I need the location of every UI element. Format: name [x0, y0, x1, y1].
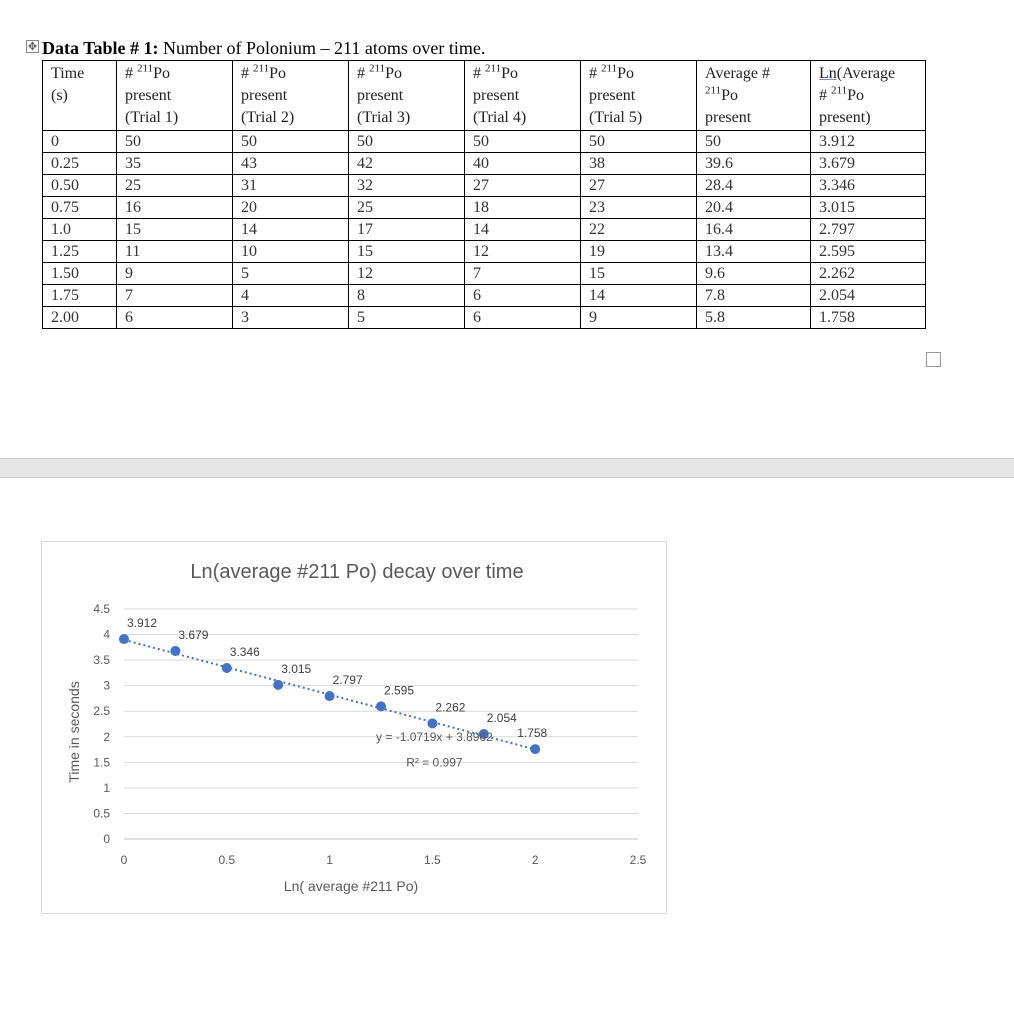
- header-text: Po: [721, 87, 738, 104]
- table-cell[interactable]: 9.6: [697, 263, 811, 285]
- table-cell[interactable]: 28.4: [697, 175, 811, 197]
- header-superscript: 211: [831, 84, 848, 97]
- table-caption-bold: Data Table # 1:: [42, 38, 159, 58]
- header-text: present: [705, 109, 752, 126]
- table-cell[interactable]: 18: [465, 197, 581, 219]
- table-cell[interactable]: 9: [581, 307, 697, 329]
- table-cell[interactable]: 1.50: [43, 263, 117, 285]
- table-cell[interactable]: 4: [233, 285, 349, 307]
- table-cell[interactable]: 13.4: [697, 241, 811, 263]
- table-cell[interactable]: 23: [581, 197, 697, 219]
- header-text: Po: [501, 65, 518, 82]
- table-cell[interactable]: 20: [233, 197, 349, 219]
- table-row: [43, 131, 926, 153]
- table-cell[interactable]: 15: [349, 241, 465, 263]
- table-cell[interactable]: 2.595: [811, 241, 926, 263]
- table-cell[interactable]: 38: [581, 153, 697, 175]
- data-point: [273, 680, 283, 690]
- table-cell[interactable]: 14: [233, 219, 349, 241]
- header-superscript: 211: [485, 62, 502, 75]
- table-header-cell[interactable]: [811, 61, 926, 131]
- table-cell[interactable]: 16: [117, 197, 233, 219]
- y-tick-label: 3.5: [93, 653, 110, 668]
- table-cell[interactable]: 32: [349, 175, 465, 197]
- table-cell[interactable]: 43: [233, 153, 349, 175]
- table-cell[interactable]: 1.0: [43, 219, 117, 241]
- header-superscript: 211: [601, 62, 618, 75]
- table-cell[interactable]: 10: [233, 241, 349, 263]
- table-cell[interactable]: 5: [233, 263, 349, 285]
- table-cell[interactable]: 25: [117, 175, 233, 197]
- header-text: present: [589, 87, 636, 104]
- table-cell[interactable]: 7.8: [697, 285, 811, 307]
- data-label: 3.015: [281, 661, 312, 676]
- table-header-cell[interactable]: [43, 61, 117, 131]
- chart-title: Ln(average #211 Po) decay over time: [190, 561, 524, 583]
- table-cell[interactable]: 7: [117, 285, 233, 307]
- x-tick-label: 0.5: [218, 853, 236, 867]
- document-page: [0, 0, 1014, 458]
- header-text: (Trial 5): [589, 109, 643, 126]
- y-tick-label: 2.5: [93, 704, 110, 719]
- y-tick-label: 1.5: [93, 755, 110, 770]
- header-text: present: [473, 87, 520, 104]
- table-cell[interactable]: 50: [581, 131, 697, 153]
- header-superscript: 211: [253, 62, 270, 75]
- header-text: #: [357, 65, 369, 82]
- header-text: #: [589, 65, 601, 82]
- header-text: Po: [153, 65, 170, 82]
- y-axis-label: Time in seconds: [66, 681, 82, 783]
- x-tick-label: 2.5: [629, 853, 647, 867]
- table-cell[interactable]: 12: [349, 263, 465, 285]
- table-cell[interactable]: 0.50: [43, 175, 117, 197]
- data-label: 2.262: [435, 700, 466, 715]
- table-cell[interactable]: 1.25: [43, 241, 117, 263]
- table-cell[interactable]: 27: [581, 175, 697, 197]
- table-cell[interactable]: 31: [233, 175, 349, 197]
- table-cell[interactable]: 40: [465, 153, 581, 175]
- table-cell[interactable]: 19: [581, 241, 697, 263]
- data-label: 3.912: [127, 616, 158, 631]
- table-cell[interactable]: 1.75: [43, 285, 117, 307]
- header-text: (Trial 3): [357, 109, 411, 126]
- table-row: [43, 219, 926, 241]
- table-cell[interactable]: 15: [117, 219, 233, 241]
- table-cell[interactable]: 2.00: [43, 307, 117, 329]
- table-cell[interactable]: 50: [349, 131, 465, 153]
- data-point: [376, 701, 386, 711]
- table-cell[interactable]: 7: [465, 263, 581, 285]
- x-axis-label: Ln( average #211 Po): [283, 878, 419, 894]
- table-caption: [42, 38, 485, 59]
- table-cell[interactable]: 11: [117, 241, 233, 263]
- table-header-cell[interactable]: [697, 61, 811, 131]
- table-caption-text: Number of Polonium – 211 atoms over time.: [158, 38, 486, 58]
- header-superscript: 211: [137, 62, 154, 75]
- header-text: Average #: [705, 65, 770, 82]
- header-text: present): [819, 109, 871, 126]
- table-cell[interactable]: 3.679: [811, 153, 926, 175]
- table-cell[interactable]: 3.912: [811, 131, 926, 153]
- header-text: (Average: [836, 65, 896, 82]
- table-cell[interactable]: 17: [349, 219, 465, 241]
- header-text: Po: [385, 65, 402, 82]
- table-cell[interactable]: 2.797: [811, 219, 926, 241]
- table-row: [43, 263, 926, 285]
- header-superscript: 211: [369, 62, 386, 75]
- data-label: 3.346: [229, 644, 260, 659]
- header-text: #: [125, 65, 137, 82]
- table-header-cell[interactable]: [117, 61, 233, 131]
- table-cell[interactable]: 6: [117, 307, 233, 329]
- data-label: 1.758: [517, 726, 548, 741]
- table-cell[interactable]: 0.25: [43, 153, 117, 175]
- table-row: [43, 175, 926, 197]
- table-cell[interactable]: 14: [465, 219, 581, 241]
- table-cell[interactable]: 20.4: [697, 197, 811, 219]
- table-cell[interactable]: 50: [117, 131, 233, 153]
- table-cell[interactable]: 14: [581, 285, 697, 307]
- header-text: #: [473, 65, 485, 82]
- header-text: present: [357, 87, 404, 104]
- table-header-cell[interactable]: [349, 61, 465, 131]
- table-cell[interactable]: 42: [349, 153, 465, 175]
- table-cell[interactable]: 5: [349, 307, 465, 329]
- data-label: 2.797: [332, 673, 363, 688]
- header-superscript: 211: [705, 84, 722, 97]
- table-cell[interactable]: 2.262: [811, 263, 926, 285]
- header-text: Ln: [819, 65, 837, 82]
- chart-container[interactable]: [41, 541, 667, 914]
- table-cell[interactable]: 27: [465, 175, 581, 197]
- header-text: present: [125, 87, 172, 104]
- y-tick-label: 4: [103, 627, 110, 642]
- table-resize-handle[interactable]: [926, 352, 941, 367]
- table-row: [43, 285, 926, 307]
- y-tick-label: 0.5: [93, 806, 110, 821]
- table-row: [43, 197, 926, 219]
- data-point: [427, 718, 437, 728]
- table-cell[interactable]: 50: [233, 131, 349, 153]
- table-cell[interactable]: 3: [233, 307, 349, 329]
- y-tick-label: 0: [103, 832, 110, 846]
- x-tick-label: 0: [120, 853, 128, 867]
- table-move-handle-icon[interactable]: ✥: [27, 40, 38, 53]
- table-header-cell[interactable]: [581, 61, 697, 131]
- table-cell[interactable]: 9: [117, 263, 233, 285]
- header-text: (Trial 4): [473, 109, 527, 126]
- table-cell[interactable]: 1.758: [811, 307, 926, 329]
- table-cell[interactable]: 25: [349, 197, 465, 219]
- data-point: [222, 663, 232, 673]
- table-cell[interactable]: 5.8: [697, 307, 811, 329]
- data-point: [119, 634, 129, 644]
- table-cell[interactable]: 12: [465, 241, 581, 263]
- header-text: Po: [269, 65, 286, 82]
- table-header-cell[interactable]: [465, 61, 581, 131]
- data-label: 2.054: [486, 711, 517, 726]
- data-point: [530, 744, 540, 754]
- table-cell[interactable]: 50: [465, 131, 581, 153]
- data-point: [170, 646, 180, 656]
- table-cell[interactable]: 39.6: [697, 153, 811, 175]
- x-tick-label: 1: [326, 853, 333, 867]
- x-tick-label: 1.5: [424, 853, 441, 867]
- header-text: (Trial 2): [241, 109, 295, 126]
- header-text: Po: [847, 87, 864, 104]
- y-tick-label: 4.5: [93, 602, 110, 616]
- table-cell[interactable]: 22: [581, 219, 697, 241]
- data-label: 3.679: [178, 627, 209, 642]
- table-header-row: [43, 61, 926, 131]
- table-cell[interactable]: 2.054: [811, 285, 926, 307]
- table-cell[interactable]: 16.4: [697, 219, 811, 241]
- page-break-gap: [0, 458, 1014, 478]
- table-cell[interactable]: 0.75: [43, 197, 117, 219]
- table-row: [43, 153, 926, 175]
- header-text: (s): [51, 87, 68, 104]
- trendline-r-squared: R² = 0.997: [406, 755, 463, 770]
- header-text: present: [241, 87, 288, 104]
- x-tick-label: 2: [531, 853, 539, 867]
- y-tick-label: 3: [103, 678, 110, 693]
- table-cell[interactable]: 3.015: [811, 197, 926, 219]
- data-point: [325, 691, 335, 701]
- table-cell[interactable]: 0: [43, 131, 117, 153]
- table-cell[interactable]: 50: [697, 131, 811, 153]
- table-cell[interactable]: 6: [465, 307, 581, 329]
- table-row: [43, 241, 926, 263]
- table-row: [43, 307, 926, 329]
- header-text: (Trial 1): [125, 109, 179, 126]
- header-text: Time: [51, 65, 85, 82]
- header-text: #: [241, 65, 253, 82]
- table-cell[interactable]: 35: [117, 153, 233, 175]
- table-cell[interactable]: 8: [349, 285, 465, 307]
- table-cell[interactable]: 15: [581, 263, 697, 285]
- data-table[interactable]: [42, 60, 926, 329]
- y-tick-label: 2: [103, 729, 110, 744]
- header-text: Po: [617, 65, 634, 82]
- trendline-equation: y = -1.0719x + 3.8962: [376, 729, 493, 744]
- data-label: 2.595: [384, 683, 415, 698]
- table-cell[interactable]: 6: [465, 285, 581, 307]
- y-tick-label: 1: [103, 780, 110, 795]
- header-text: #: [819, 87, 831, 104]
- table-header-cell[interactable]: [233, 61, 349, 131]
- chart-svg: [42, 542, 668, 915]
- table-cell[interactable]: 3.346: [811, 175, 926, 197]
